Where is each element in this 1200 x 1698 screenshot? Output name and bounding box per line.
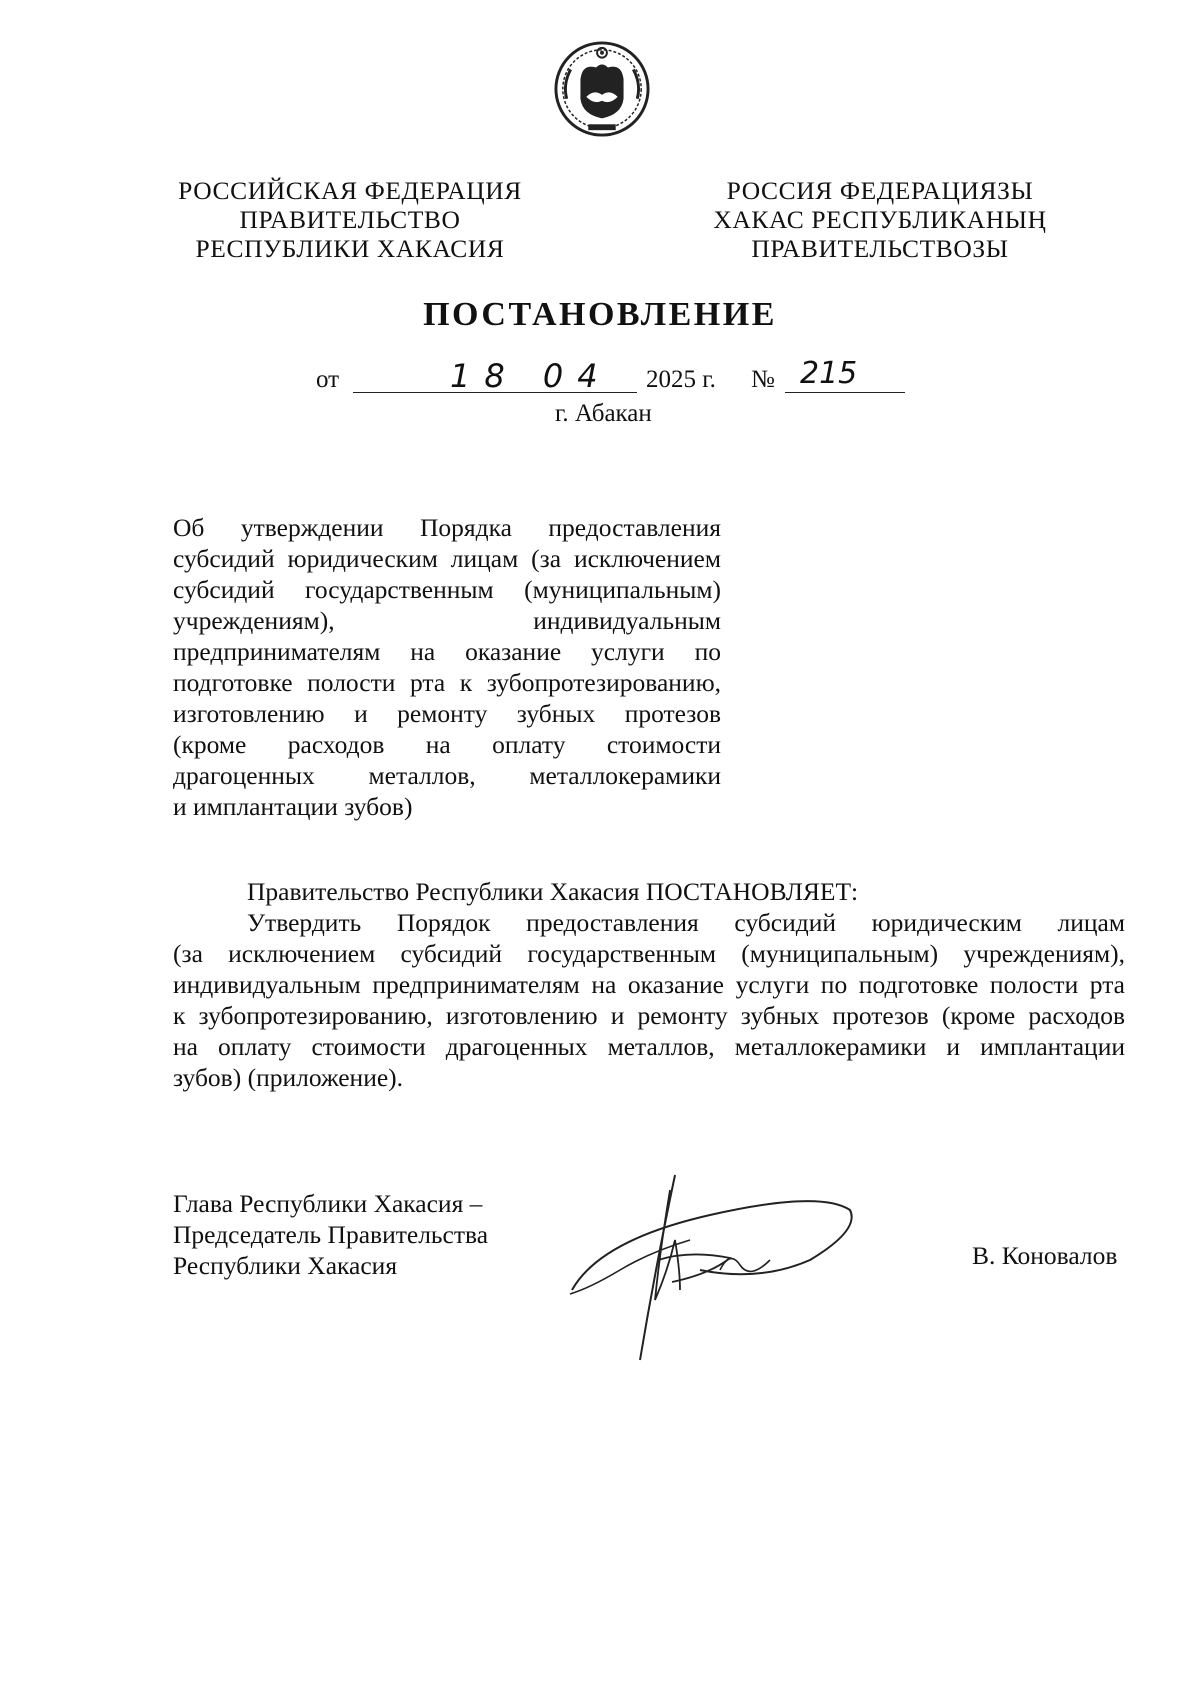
header-right-line: РОССИЯ ФЕДЕРАЦИЯЗЫ xyxy=(726,176,1034,205)
subject-line: (кроме расходов на оплату стоимости xyxy=(173,730,721,759)
handwritten-number: 215 xyxy=(800,356,858,391)
body-line: на оплату стоимости драгоценных металлов, металлокерамики и имплантации xyxy=(173,1032,1125,1061)
header-right xyxy=(690,176,1070,263)
subject-line: Об утверждении Порядка предоставления xyxy=(173,513,721,542)
header-right-line: ХАКАС РЕСПУБЛИКАНЫҢ xyxy=(713,205,1047,234)
subject-line: изготовлению и ремонту зубных протезов xyxy=(173,699,721,728)
body-line: индивидуальным предпринимателям на оказание услуги по подготовке полости рта xyxy=(173,970,1125,999)
date-from-label: от xyxy=(316,366,340,393)
year-label: 2025 г. xyxy=(646,366,716,393)
subject-line: субсидий юридическим лицам (за исключением xyxy=(173,544,721,573)
coat-of-arms-icon xyxy=(553,40,651,138)
document-subject xyxy=(173,512,721,822)
signatory-position-line: Республики Хакасия xyxy=(173,1251,398,1280)
header-left xyxy=(150,176,550,263)
signatory-position-line: Глава Республики Хакасия – xyxy=(173,1189,483,1218)
body-line: к зубопротезированию, изготовлению и ремонту зубных протезов (кроме расходов xyxy=(173,1001,1125,1030)
subject-line: драгоценных металлов, металлокерамики xyxy=(173,761,721,790)
number-underline xyxy=(785,392,905,393)
city-label: г. Абакан xyxy=(555,400,652,427)
subject-line: подготовке полости рта к зубопротезированию, xyxy=(173,668,721,697)
subject-line: субсидий государственным (муниципальным) xyxy=(173,575,721,604)
handwritten-signature xyxy=(560,1170,890,1370)
header-left-line: ПРАВИТЕЛЬСТВО xyxy=(239,205,461,234)
signatory-position xyxy=(173,1188,488,1281)
document-body xyxy=(173,876,1125,1093)
document-type-title: ПОСТАНОВЛЕНИЕ xyxy=(423,296,777,333)
header-right-line: ПРАВИТЕЛЬСТВОЗЫ xyxy=(751,234,1009,263)
subject-line: предпринимателям на оказание услуги по xyxy=(173,637,721,666)
body-line: зубов) (приложение). xyxy=(173,1063,404,1092)
body-line: Утвердить Порядок предоставления субсидий юридическим лицам xyxy=(247,908,1125,937)
header-left-line: РОССИЙСКАЯ ФЕДЕРАЦИЯ xyxy=(178,176,522,205)
signatory-name: В. Коновалов xyxy=(972,1241,1118,1270)
subject-line: и имплантации зубов) xyxy=(173,792,413,821)
subject-line: учреждениям), индивидуальным xyxy=(173,606,721,635)
body-line: (за исключением субсидий государственным (муниципальным) учреждениям), xyxy=(173,939,1125,968)
number-label: № xyxy=(751,366,775,393)
preamble: Правительство Республики Хакасия ПОСТАНОВЛЯЕТ: xyxy=(247,877,859,906)
header-left-line: РЕСПУБЛИКИ ХАКАСИЯ xyxy=(195,234,505,263)
signatory-position-line: Председатель Правительства xyxy=(173,1220,489,1249)
handwritten-date: 18 04 xyxy=(450,357,612,395)
